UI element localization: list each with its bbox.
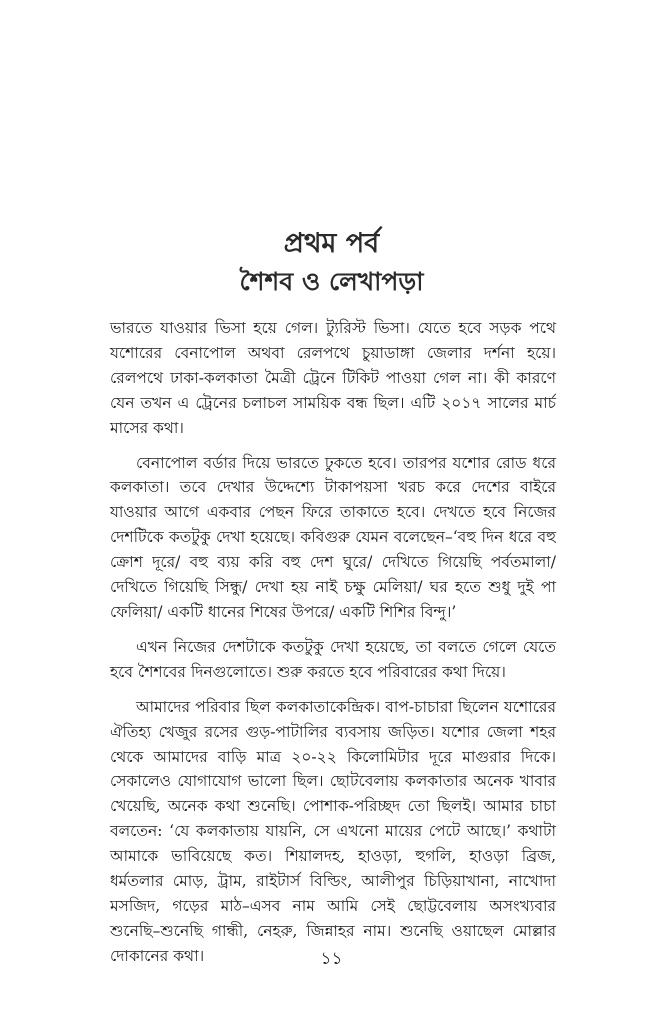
part-subtitle: শৈশব ও লেখাপড়া xyxy=(239,267,424,296)
paragraph-2: বেনাপোল বর্ডার দিয়ে ভারতে ঢুকতে হবে। তারপর যশোর রোড ধরে কলকাতা। তবে দেখার উদ্দেশ্যে টাকাপয়সা খরচ করে দেশের বাইরে যাওয়ার আগে একবার পেছন ফিরে তাকাতে হবে। দেখতে হবে নিজের দেশটিকে কতটুকু দেখা হয়েছে। কবিগুরু যেমন বলেছেন–‘বহু দিন ধরে বহু ক্রোশ দূরে/ বহু ব্যয় করি বহু দেশ ঘুরে/ দেখিতে গিয়েছি পর্বতমালা/ দেখিতে গিয়েছি সিন্ধু/ দেখা হয় নাই চক্ষু মেলিয়া/ ঘর হতে শুধু দুই পা ফেলিয়া/ একটি ধানের শিষের উপরে/ একটি শিশির বিন্দু।’ xyxy=(110,453,556,621)
paragraph-4: আমাদের পরিবার ছিল কলকাতাকেন্দ্রিক। বাপ-চাচারা ছিলেন যশোরের ঐতিহ্য খেজুর রসের গুড়-পাটালির ব্যবসায় জড়িত। যশোর জেলা শহর থেকে আমাদের বাড়ি মাত্র ২০-২২ কিলোমিটার দূরে মাগুরার দিকে। সেকালেও যোগাযোগ ভালো ছিল। ছোটবেলায় কলকাতার অনেক খাবার খেয়েছি, অনেক কথা শুনেছি। পোশাক-পরিচ্ছদ তো ছিলই। আমার চাচা বলতেন: ‘যে কলকাতায় যায়নি, সে এখনো মায়ের পেটে আছে।’ কথাটা আমাকে ভাবিয়েছে কত। শিয়ালদহ, হাওড়া, হুগলি, হাওড়া ব্রিজ, ধর্মতলার মোড়, ট্রাম, রাইটার্স বিল্ডিং, আলীপুর চিড়িয়াখানা, নাখোদা মসজিদ, গড়ের মাঠ–এসব নাম আমি সেই ছোট্টবেলায় অসংখ্যবার শুনেছি–শুনেছি গান্ধী, নেহরু, জিন্নাহর নাম। শুনেছি ওয়াছেল মোল্লার দোকানের কথা। xyxy=(110,697,556,965)
paragraph-3: এখন নিজের দেশটাকে কতটুকু দেখা হয়েছে, তা বলতে গেলে যেতে হবে শৈশবের দিনগুলোতে। শুরু করতে হবে পরিবারের কথা দিয়ে। xyxy=(110,637,556,681)
paragraph-1: ভারতে যাওয়ার ভিসা হয়ে গেল। ট্যুরিস্ট ভিসা। যেতে হবে সড়ক পথে যশোরের বেনাপোল অথবা রেলপথে চুয়াডাঙ্গা জেলার দর্শনা হয়ে। রেলপথে ঢাকা-কলকাতা মৈত্রী ট্রেনে টিকিট পাওয়া গেল না। কী কারণে যেন তখন এ ট্রেনের চলাচল সাময়িক বন্ধ ছিল। এটি ২০১৭ সালের মার্চ মাসের কথা। xyxy=(110,319,556,437)
part-title: প্রথম পর্ব xyxy=(283,228,380,259)
body-text xyxy=(110,316,556,979)
page-number: ১১ xyxy=(320,949,343,969)
